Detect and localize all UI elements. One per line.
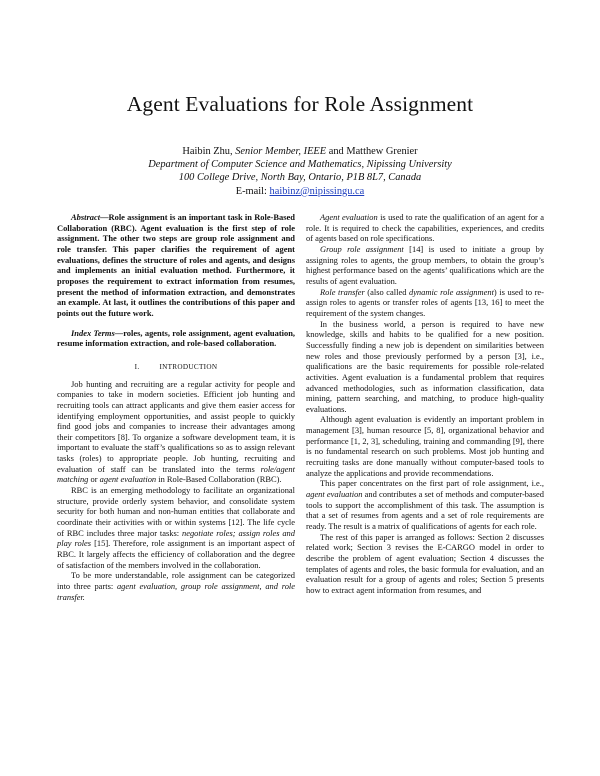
section-heading-introduction — [57, 362, 295, 373]
concentration-paragraph: This paper concentrates on the first part of role assignment, i.e., agent evaluation and contributes a set of methods and computer-based tools to support the accomplishment of this task. The assumption is that a set of resumes from agents and a set of role requirements are ready. The result is a matrix of qualifications of agents for each role. — [306, 478, 544, 532]
index-terms-label: Index Terms — [71, 327, 115, 338]
agent-evaluation-paragraph: Agent evaluation is used to rate the qualification of an agent for a role. It is required to check the capabilities, experiences, and credits of agents based on role specifications. — [306, 212, 544, 244]
index-terms-text: —roles, agents, role assignment, agent evaluation, resume information extraction, and role-based collaboration. — [57, 327, 295, 349]
left-column — [57, 212, 295, 602]
section-number: I. — [134, 362, 140, 371]
abstract — [57, 212, 295, 319]
management-paragraph: Although agent evaluation is evidently an important problem in management [3], human resource [5, 8], organizational behavior and performance [1, 2, 3], scheduling, training and commanding [9], there is no fundamental research on such problems. Most job hunting and recruiting tasks are done manually without computer-based tools to analyze the applications and provide recommendations. — [306, 414, 544, 478]
right-column — [306, 212, 544, 596]
intro-paragraph-2: RBC is an emerging methodology to facilitate an organizational structure, provide orderly system behavior, and consolidate system security for both human and non-human entities that collaborate and coordinate their activities with or within systems [12]. The life cycle of RBC includes three major tasks: negotiate roles; assign roles and play roles [15]. Therefore, role assignment is an important aspect of RBC. It largely affects the efficiency of collaboration and the degree of satisfaction of the members involved in the collaboration. — [57, 485, 295, 570]
author-role: Senior Member, IEEE — [235, 146, 327, 157]
intro-paragraph-1: Job hunting and recruiting are a regular activity for people and companies to take in modern societies. Efficient job hunting and recruiting tools can attract applicants and give them easier access for identifying employment opportunities, and assist people to quickly find good jobs and companies to increase their advantages among their competitors [8]. To organize a software development team, it is important to evaluate the staff’s qualifications so as to assign relevant tasks (roles) to appropriate people. Job hunting, recruiting and evaluation of staff can be translated into the terms role/agent matching or agent evaluation in Role-Based Collaboration (RBC). — [57, 378, 295, 485]
abstract-text: —Role assignment is an important task in Role-Based Collaboration (RBC). Agent evaluation is the first step of role assignment. The other two steps are group role assignment and role transfer. This paper clarifies the requirement of agent evaluations, defines the structure of roles and agents, and designs and implements an initial evaluation method. Furthermore, it proposes the requirement to extract information from resumes, present the method of information extraction, and demonstrates an example. At last, it outlines the contributions of this paper and points out the future work. — [57, 212, 295, 318]
intro-paragraph-3: To be more understandable, role assignment can be categorized into three parts: agent evaluation, group role assignment, and role transfer. — [57, 570, 295, 602]
outline-paragraph: The rest of this paper is arranged as follows: Section 2 discusses related work; Section 3 revises the E-CARGO model in order to describe the problem of agent evaluation; Section 4 discusses the templates of agents and roles, the basic formula for evaluation, and an evaluation result for a group of agents and roles; Section 5 presents how to extract agent information from resumes, and — [306, 531, 544, 595]
affiliation: Department of Computer Science and Mathematics, Nipissing University — [148, 159, 452, 171]
email-link[interactable]: haibinz@nipissingu.ca — [269, 185, 365, 197]
author-block — [0, 145, 600, 198]
email-label: E-mail: — [235, 185, 267, 197]
author-names: Haibin Zhu, — [182, 146, 233, 157]
business-world-paragraph: In the business world, a person is required to have new knowledge, skills and habits to be qualified for a new position. Successfully finding a new job is dependent on similarities between new roles and those previously performed by a person [3], i.e., qualifications are the basic requirements for possible role-related activities. Agent evaluation is a fundamental problem that requires advanced methodologies, such as information classification, data mining, pattern searching, and matching, to produce high-quality evaluations. — [306, 318, 544, 414]
author-coauthor: and Matthew Grenier — [328, 146, 418, 157]
index-terms — [57, 328, 295, 349]
paper-title: Agent Evaluations for Role Assignment — [126, 92, 474, 116]
group-role-assignment-paragraph: Group role assignment [14] is used to initiate a group by assigning roles to agents, the group members, to obtain the group’s highest performance based on the agents’ qualifications which are the results of agent evaluation. — [306, 243, 545, 286]
role-transfer-paragraph: Role transfer (also called dynamic role assignment) is used to re-assign roles to agents or transfer roles of agents [13, 16] to meet the requirement of the system changes. — [306, 286, 544, 318]
author-line — [0, 145, 600, 158]
address: 100 College Drive, North Bay, Ontario, P1B 8L7, Canada — [178, 172, 422, 184]
section-title: INTRODUCTION — [159, 362, 218, 371]
abstract-label: Abstract — [71, 212, 101, 222]
